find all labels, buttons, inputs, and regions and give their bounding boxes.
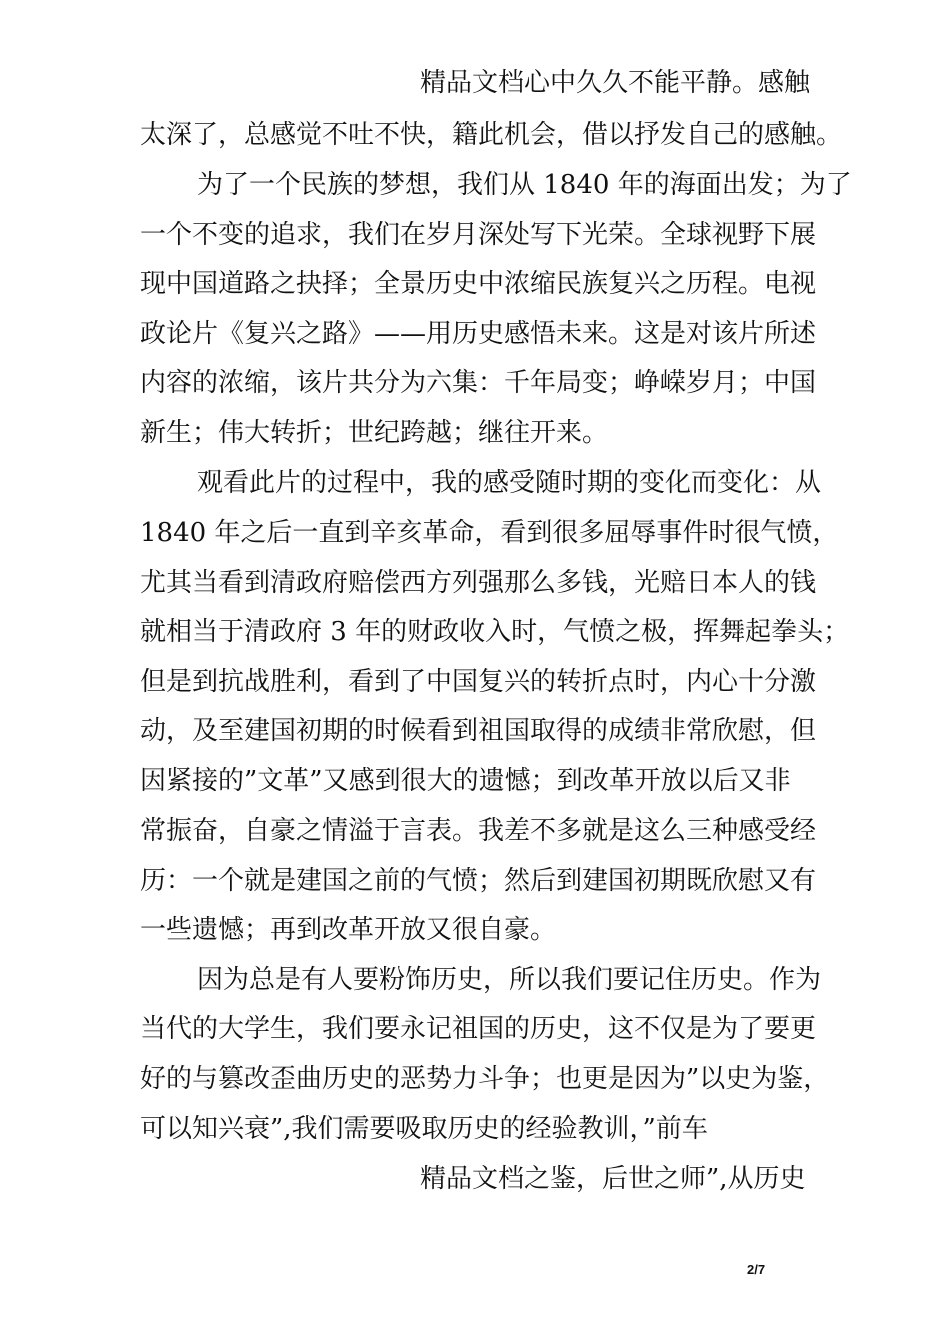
text-line-2: 为了一个民族的梦想，我们从 1840 年的海面出发；为了 [197, 170, 852, 200]
text-line-10: 尤其当看到清政府赔偿西方列强那么多钱，光赔日本人的钱 [140, 568, 817, 598]
text-line-21: 可以知兴衰”,我们需要吸取历史的经验教训，”前车 [140, 1114, 708, 1144]
text-line-4: 现中国道路之抉择；全景历史中浓缩民族复兴之历程。电视 [140, 269, 817, 299]
text-line-17: 一些遗憾；再到改革开放又很自豪。 [140, 915, 557, 945]
text-line-13: 动，及至建国初期的时候看到祖国取得的成绩非常欣慰，但 [140, 716, 817, 746]
text-line-8: 观看此片的过程中，我的感受随时期的变化而变化：从 [197, 468, 822, 498]
text-line-16: 历：一个就是建国之前的气愤；然后到建国初期既欣慰又有 [140, 866, 817, 896]
text-line-1: 太深了，总感觉不吐不快，籍此机会，借以抒发自己的感触。 [140, 120, 843, 150]
text-line-9: 1840 年之后一直到辛亥革命，看到很多屈辱事件时很气愤， [140, 518, 839, 548]
text-line-6: 内容的浓缩，该片共分为六集：千年局变；峥嵘岁月；中国 [140, 368, 817, 398]
page-number: 2/7 [747, 1262, 766, 1277]
text-line-18: 因为总是有人要粉饰历史，所以我们要记住历史。作为 [197, 965, 822, 995]
text-line-7: 新生；伟大转折；世纪跨越；继往开来。 [140, 418, 609, 448]
text-line-12: 但是到抗战胜利，看到了中国复兴的转折点时，内心十分激 [140, 667, 817, 697]
footer-fragment: 精品文档之鉴，后世之师”,从历史 [420, 1164, 806, 1194]
text-line-3: 一个不变的追求，我们在岁月深处写下光荣。全球视野下展 [140, 220, 817, 250]
text-line-20: 好的与篡改歪曲历史的恶势力斗争；也更是因为”以史为鉴， [140, 1064, 830, 1094]
text-line-15: 常振奋，自豪之情溢于言表。我差不多就是这么三种感受经 [140, 816, 817, 846]
text-line-14: 因紧接的”文革”又感到很大的遗憾；到改革开放以后又非 [140, 766, 791, 796]
text-line-5: 政论片《复兴之路》——用历史感悟未来。这是对该片所述 [140, 319, 817, 349]
text-line-11: 就相当于清政府 3 年的财政收入时，气愤之极，挥舞起拳头； [140, 617, 850, 647]
text-line-19: 当代的大学生，我们要永记祖国的历史，这不仅是为了要更 [140, 1014, 817, 1044]
header-fragment: 精品文档心中久久不能平静。感触 [420, 68, 811, 98]
